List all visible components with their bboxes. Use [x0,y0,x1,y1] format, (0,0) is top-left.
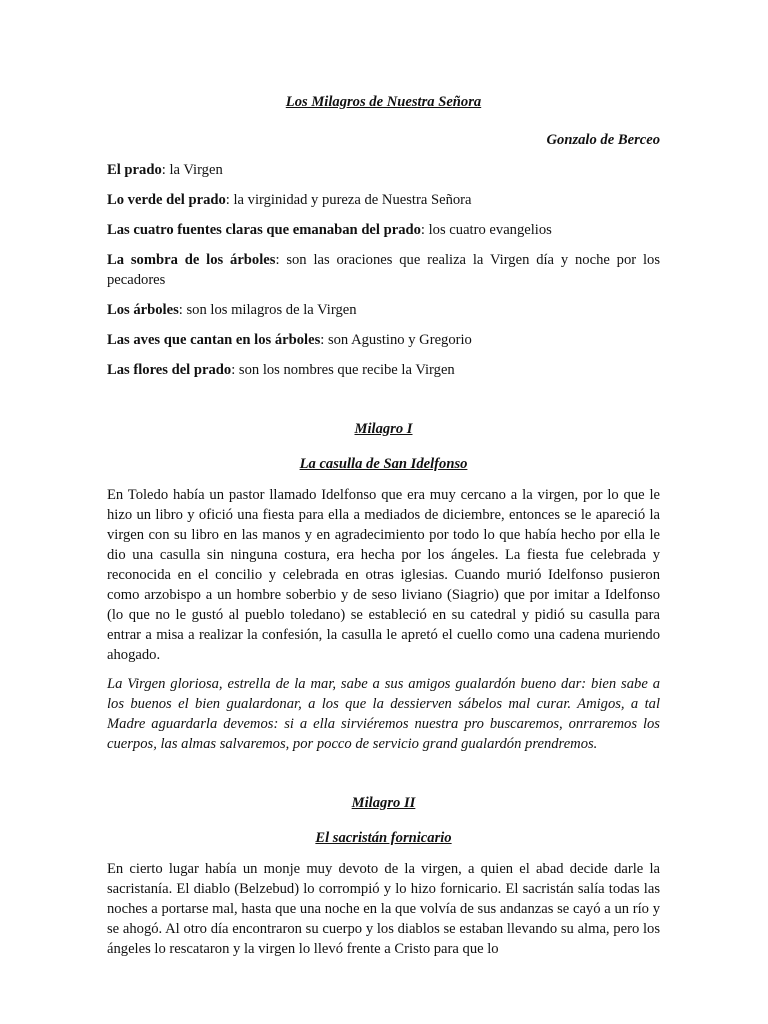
glossary-term: La sombra de los árboles [107,252,276,268]
glossary-item [107,220,660,240]
glossary-term: Los árboles [107,302,179,318]
glossary-term: El prado [107,162,162,178]
glossary-definition: : los cuatro evangelios [420,222,552,238]
glossary [107,160,660,380]
glossary-term: Lo verde del prado [107,192,226,208]
milagro-2-section [107,793,660,959]
glossary-term: Las flores del prado [107,362,232,378]
glossary-term: Las aves que cantan en los árboles [107,332,321,348]
milagro-1-paragraph: En Toledo había un pastor llamado Idelfonso que era muy cercano a la virgen, por lo que le hizo un libro y ofició una fiesta para ella a mediados de diciembre, entonces se le apareció la virgen con su libro en las manos y en agradecimiento por todo lo que había hecho por ella le dio una casulla sin ninguna costura, era hecha por los ángeles. La fiesta fue celebrada y reconocida en el concilio y celebrada en otras iglesias. Cuando murió Idelfonso pusieron como arzobispo a un hombre soberbio y de seso liviano (Siagrio) que por imitar a Idelfonso (lo que no le gustó al pueblo toledano) se estableció en su catedral y pidió su casulla para entrar a misa a realizar la confesión, la casulla le apretó el cuello como una cadena muriendo ahogado. [107,487,660,663]
glossary-item [107,160,660,180]
document-author: Gonzalo de Berceo [546,132,660,148]
milagro-2-paragraph: En cierto lugar había un monje muy devoto de la virgen, a quien el abad decide darle la sacristanía. El diablo (Belzebud) lo corrompió y lo hizo fornicario. El sacristán salía todas las noches a portarse mal, hasta que una noche en la que volvía de sus andanzas se cayó a un río y se ahogó. Al otro día encontraron su cuerpo y los diablos se estaban llevando su alma, pero los ángeles lo rescataron y la virgen lo llevó frente a Cristo para que lo [107,861,660,957]
milagro-1-section [107,419,660,754]
glossary-item [107,360,660,380]
milagro-1-heading: Milagro I [354,421,413,437]
document-title: Los Milagros de Nuestra Señora [285,94,482,110]
glossary-item [107,190,660,210]
glossary-item [107,250,660,290]
milagro-2-heading: Milagro II [351,795,416,811]
glossary-definition: : la virginidad y pureza de Nuestra Señora [225,192,472,208]
milagro-1-verse: La Virgen gloriosa, estrella de la mar, sabe a sus amigos gualardón bueno dar: bien sabe a los buenos el bien gualardonar, a los que la dessierven sábelos mal curar. Amigos, a tal Madre aguardarla devemos: si a ella sirviéremos nuestra pro buscaremos, onrraremos los cuerpos, las almas salvaremos, por pocco de servicio grand gualardón prendremos. [107,676,660,752]
milagro-1-subtitle: La casulla de San Idelfonso [299,456,468,472]
glossary-term: Las cuatro fuentes claras que emanaban del prado [107,222,421,238]
glossary-definition: : son Agustino y Gregorio [320,332,472,348]
glossary-definition: : la Virgen [161,162,223,178]
glossary-definition: : son las oraciones que realiza la Virgen día y noche por los pecadores [107,252,661,288]
glossary-item [107,330,660,350]
glossary-item [107,300,660,320]
milagro-2-subtitle: El sacristán fornicario [315,830,452,846]
glossary-definition: : son los milagros de la Virgen [178,302,357,318]
document-page [107,84,660,959]
glossary-definition: : son los nombres que recibe la Virgen [231,362,455,378]
